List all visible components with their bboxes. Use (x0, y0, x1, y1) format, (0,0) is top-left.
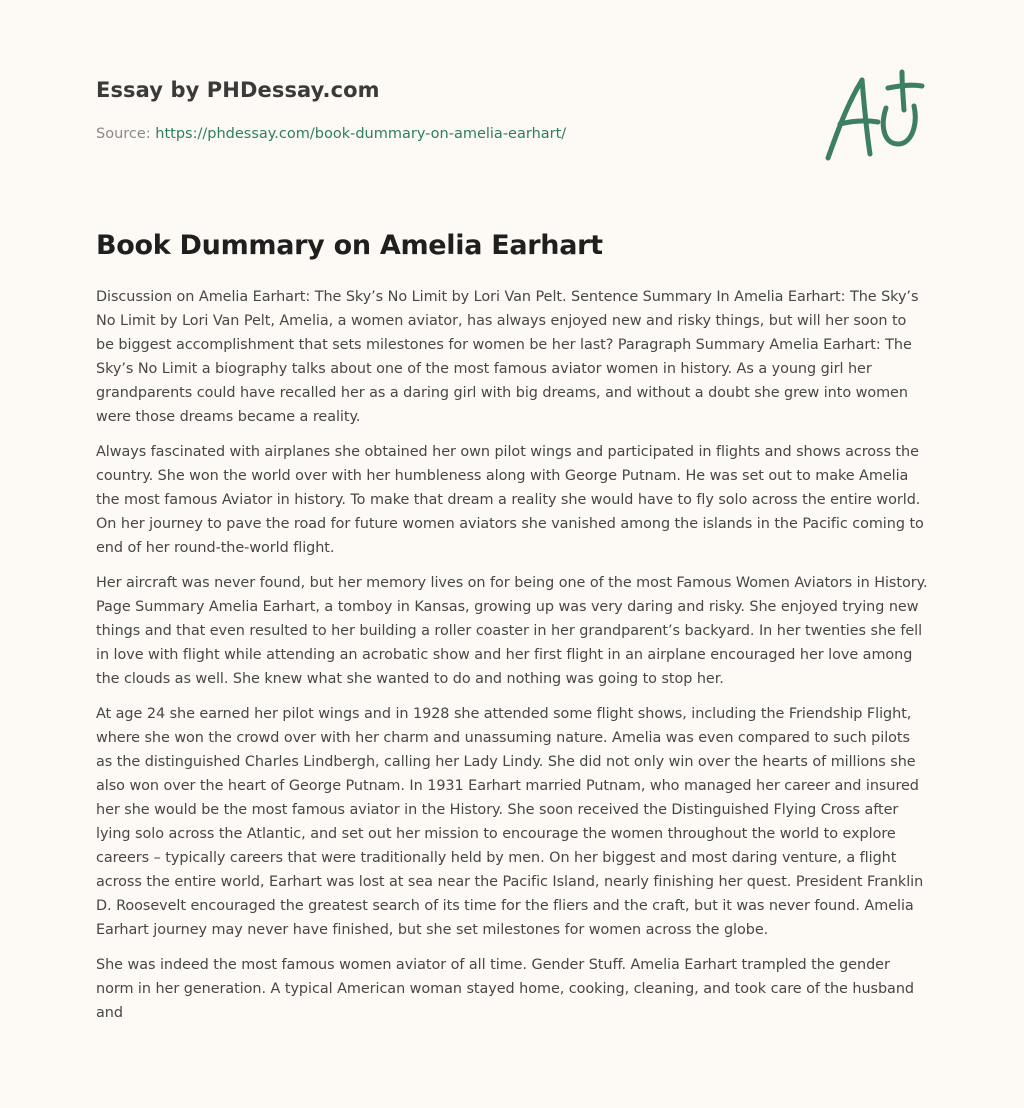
paragraph: She was indeed the most famous women aviator of all time. Gender Stuff. Amelia Earhart trampled the gender norm in her generation. A typical American woman stayed home, cooking, cleaning, and took care of the husband and (96, 957, 914, 1021)
source-link[interactable]: https://phdessay.com/book-dummary-on-amelia-earhart/ (155, 126, 567, 142)
page-header (96, 76, 796, 144)
article-body (96, 285, 928, 1036)
page-title: Book Dummary on Amelia Earhart (96, 230, 603, 261)
source-line (96, 124, 796, 144)
site-brand: Essay by PHDessay.com (96, 78, 380, 102)
paragraph: Her aircraft was never found, but her memory lives on for being one of the most Famous Women Aviators in History. Page Summary Amelia Earhart, a tomboy in Kansas, growing up was very daring and risky. She enjoyed trying new things and that even resulted to her building a roller coaster in her grandparent’s backyard. In her twenties she fell in love with flight while attending an acrobatic show and her first flight in an airplane encouraged her love among the clouds as well. She knew what she wanted to do and nothing was going to stop her. (96, 575, 928, 687)
paragraph: At age 24 she earned her pilot wings and in 1928 she attended some flight shows, including the Friendship Flight, where she won the crowd over with her charm and unassuming nature. Amelia was even compared to such pilots as the distinguished Charles Lindbergh, calling her Lady Lindy. She did not only win over the hearts of millions she also won over the heart of George Putnam. In 1931 Earhart married Putnam, who managed her career and insured her she would be the most famous aviator in the History. She soon received the Distinguished Flying Cross after lying solo across the Atlantic, and set out her mission to encourage the women throughout the world to explore careers – typically careers that were traditionally held by men. On her biggest and most daring venture, a flight across the entire world, Earhart was lost at sea near the Pacific Island, nearly finishing her quest. President Franklin D. Roosevelt encouraged the greatest search of its time for the fliers and the craft, but it was never found. Amelia Earhart journey may never have finished, but she set milestones for women across the globe. (96, 706, 924, 938)
paragraph: Discussion on Amelia Earhart: The Sky’s No Limit by Lori Van Pelt. Sentence Summary In Amelia Earhart: The Sky’s No Limit by Lori Van Pelt, Amelia, a women aviator, has always enjoyed new and risky things, but will her soon to be biggest accomplishment that sets milestones for women be her last? Paragraph Summary Amelia Earhart: The Sky’s No Limit a biography talks about one of the most famous aviator women in history. As a young girl her grandparents could have recalled her as a daring girl with big dreams, and without a doubt she grew into women were those dreams became a reality. (96, 289, 919, 425)
paragraph: Always fascinated with airplanes she obtained her own pilot wings and participated in flights and shows across the country. She won the world over with her humbleness along with George Putnam. He was set out to make Amelia the most famous Aviator in history. To make that dream a reality she would have to fly solo across the entire world. On her journey to pave the road for future women aviators she vanished among the islands in the Pacific coming to end of her round-the-world flight. (96, 444, 924, 556)
source-label: Source: (96, 126, 151, 142)
a-plus-logo-icon (818, 66, 928, 166)
